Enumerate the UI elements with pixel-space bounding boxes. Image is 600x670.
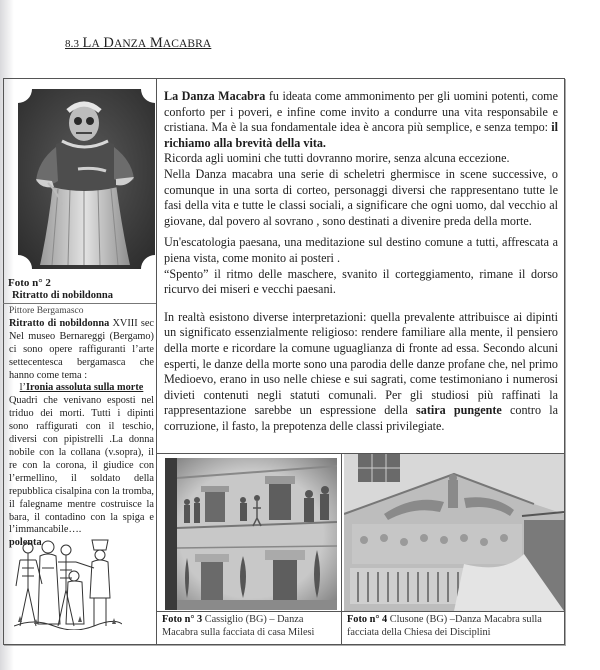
- photo3-caption: [162, 613, 340, 639]
- sidebar-text: [9, 305, 154, 550]
- section-number: 8.3: [65, 38, 80, 50]
- title-letter: L: [82, 35, 92, 51]
- intro-text: fu ideata come ammonimento per gli uomini potenti, come conforto per i poveri, e infine come invito a condurre una vita responsabile e cristiana. Ma è la sua fondamentale idea è ancora più semplice, e senza tempo:: [164, 89, 558, 135]
- key-phrase-bold: il richiamo alla brevità della vita.: [164, 120, 558, 150]
- title-text: A: [91, 38, 100, 50]
- skeletons-description: Nella Danza macabra una serie di scheletri ghermisce in scene successive, o comunque in una sorta di corteo, personaggi diversi che rappresentano tutte le fasi della vita e tutte le classi sociali, a significare che ogni uomo, dal vecchio al giovane, dal povero al sovrano , sono destinati a divenire preda della morte.: [164, 166, 558, 228]
- photo4-label: Foto n° 4: [347, 614, 388, 625]
- section-title: [65, 35, 211, 52]
- work-century: XVIII sec: [109, 317, 154, 329]
- title-letter: D: [103, 35, 114, 51]
- painter-name: Pittore Bergamasco: [9, 306, 84, 316]
- woodcut-danse-macabre-illustration: [14, 538, 122, 630]
- interpretations-end: contro la corruzione, il fasto, la prepotenza delle classi privilegiate.: [164, 403, 558, 433]
- paragraph-1: [164, 89, 558, 229]
- sidebar-description: Quadri che venivano esposti nel triduo dei morti. Tutti i dipinti sono raffigurati con il teschio, diversi con pipistrelli .La donna nobile con la collana (v.sopra), il re con la corona, il giudice con l’ermellino, il soldato della repubblica cisalpina con la tromba, il falegname mentre costruisce la bara, il contadino con la spiga e l’immancabile….: [9, 395, 154, 536]
- photo-divider: [341, 453, 342, 645]
- photo4-caption-text: Clusone (BG) –Danza Macabra sulla facciata della Chiesa dei Disciplini: [347, 614, 542, 638]
- sidebar-polenta: polenta: [9, 537, 42, 549]
- title-text: ACABRA: [162, 38, 212, 50]
- photo2-caption-title: Foto n° 2: [8, 277, 51, 289]
- portrait-photo-nobildonna: [18, 89, 155, 269]
- title-letter: M: [149, 35, 163, 51]
- main-text: [164, 89, 558, 440]
- caption-divider: [156, 611, 565, 612]
- intro-bold: La Danza Macabra: [164, 89, 266, 103]
- photo-cassiglio-facade: [165, 458, 337, 610]
- paragraph-2: [164, 235, 558, 297]
- interpretations-text: In realtà esistono diverse interpretazioni: quella prevalente attribuisce ai dipinti un significato essenzialmente religioso: rendere familiare alla mente, il pensiero della morte e ricordare la comune uguaglianza di fronte ad essa. Secondo alcuni esperti, le danze della morte sono una parodia delle danze profane che, nel primo Medioevo, erano in uso nelle chiese e sui sagrati, come testimoniano i numerosi divieti contenuti negli statuti comunali. Per gli studiosi più raffinati la rappresentazione sarebbe un espressione della: [164, 309, 558, 418]
- sidebar-intro: Nel museo Bernareggi (Bergamo) ci sono opere raffiguranti l’arte settecentesca bergamasca che hanno come tema :: [9, 330, 154, 381]
- topic-text: Ironia assoluta sulla morte: [25, 382, 144, 394]
- sidebar-topic: [9, 382, 154, 395]
- photo3-label: Foto n° 3: [162, 614, 203, 625]
- topic-prefix: l’: [19, 382, 26, 394]
- paragraph-3: [164, 310, 558, 435]
- reminder-sentence: Ricorda agli uomini che tutti dovranno morire, senza alcuna eccezione.: [164, 151, 510, 166]
- column-divider: [156, 78, 157, 645]
- photo3-caption-text: Cassiglio (BG) – Danza Macabra sulla facciata di casa Milesi: [162, 614, 315, 638]
- spento-text: “Spento” il ritmo delle maschere, svanito il corteggiamento, rimane il dorso ricurvo dei miseri e vecchi paesani.: [164, 266, 558, 297]
- photo4-caption: [347, 613, 565, 639]
- title-text: ANZA: [113, 38, 147, 50]
- work-title: Ritratto di nobildonna: [9, 317, 110, 329]
- photo2-caption-subtitle: Ritratto di nobildonna: [12, 290, 113, 301]
- satira-bold: satira pungente: [416, 403, 502, 418]
- caption-rule: [3, 303, 156, 304]
- photo-clusone-church: [344, 454, 564, 611]
- escatology-text: Un'escatologia paesana, una meditazione sul destino comune a tutti, affrescata a piena vista, come monito ai posteri .: [164, 235, 558, 265]
